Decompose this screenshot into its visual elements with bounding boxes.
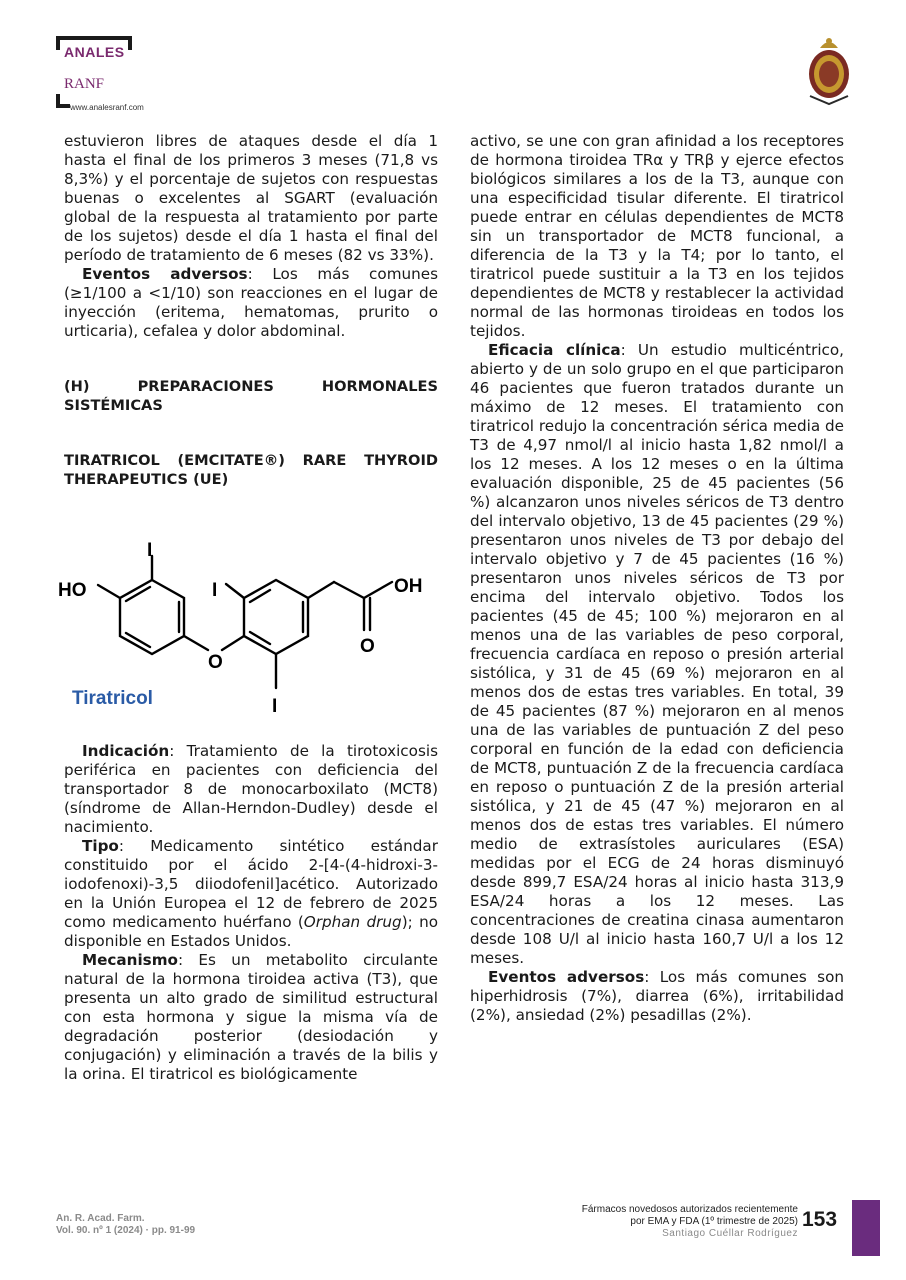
paragraph-mechanism-continued: activo, se une con gran afinidad a los receptores de hormona tiroidea TRα y TRβ y ejerce efectos biológicos similares a los de la T3, aunque con una especificidad tisular diferente. El tiratricol puede entrar en células dependientes de MCT8 sin un transportador de MCT8 funcional, a diferencia de la T3 y la T4; por lo tanto, el tiratricol puede sustituir a la T3 en los tejidos dependientes de MCT8 y restablecer la actividad normal de las hormonas tiroideas en todos los tejidos. <box>470 132 844 340</box>
paragraph-type <box>64 837 438 951</box>
left-column-lower <box>64 742 438 1084</box>
clinical-efficacy-text: : Un estudio multicéntrico, abierto y de un solo grupo en el que participaron 46 pacientes que fueron tratados durante un máximo de 12 meses. El tratamiento con tiratricol redujo la concentración sérica media de T3 de 4,97 nmol/l al inicio hasta 1,82 nmol/l a los 12 meses. A los 12 meses o en la última evaluación disponible, 25 de 45 pacientes (56 %) alcanzaron unos niveles séricos de T3 dentro del intervalo objetivo, 13 de 45 pacientes (29 %) presentaron unos niveles de T3 por debajo del intervalo objetivo y 7 de 45 pacientes (16 %) presentaron unos niveles séricos de T3 por encima del intervalo objetivo. Todos los pacientes (45 de 45; 100 %) mejoraron en al menos una de las variables de peso corporal, frecuencia cardíaca en reposo o presión arterial sistólica, y 31 de 45 (69 %) mejoraron en al menos dos de estas tres variables. En total, 39 de 45 pacientes (87 %) mejoraron en al menos una de las variables de puntuación Z del peso corporal en función de la edad con deficiencia de MCT8, puntuación Z de la frecuencia cardíaca en reposo o puntuación Z de la presión arterial sistólica, y 21 de 45 (47 %) mejoraron en al menos dos de estas tres variables. El número medio de extrasístoles auriculares (ESA) medidas por el ECG de 24 horas disminuyó desde 899,7 ESA/24 horas al inicio hasta 313,9 ESA/24 horas a los 12 meses. Las concentraciones de creatina cinasa aumentaron desde 108 U/l al inicio hasta 160,7 U/l a los 12 meses. <box>470 341 845 967</box>
structure-caption: Tiratricol <box>72 688 153 709</box>
type-label: Tipo <box>82 837 119 855</box>
paragraph-mechanism <box>64 951 438 1084</box>
adverse-events-label-right: Eventos adversos <box>488 968 645 986</box>
left-column <box>64 132 438 489</box>
clinical-efficacy-label: Eficacia clínica <box>488 341 621 359</box>
adverse-events-text-right: : Los más comunes son hiperhidrosis (7%), diarrea (6%), irritabilidad (2%), ansiedad (2%) pesadillas (2%). <box>470 968 844 1024</box>
article-author: Santiago Cuéllar Rodríguez <box>662 1228 798 1239</box>
type-italic: Orphan drug <box>303 913 402 931</box>
indication-label: Indicación <box>82 742 170 760</box>
type-text-b: ); no disponible en Estados Unidos. <box>64 913 438 950</box>
logo-url: www.analesranf.com <box>70 103 144 112</box>
paragraph-adverse-events <box>470 968 844 1025</box>
journal-citation <box>56 1213 195 1237</box>
article-title-line1: Fármacos novedosos autorizados recientemente <box>581 1204 798 1215</box>
structure-label-o-carbonyl: O <box>360 636 375 657</box>
academy-seal-icon <box>806 34 852 106</box>
structure-label-ho: HO <box>58 580 87 601</box>
right-column <box>470 132 844 1025</box>
logo-title: ANALES <box>64 44 125 60</box>
paragraph-continuation: estuvieron libres de ataques desde el día 1 hasta el final de los primeros 3 meses (71,8 vs 8,3%) y el porcentaje de sujetos con respuestas buenas o excelentes al SGART (evaluación global de la respuesta al tratamiento por parte de los sujetos) desde el día 1 hasta el final del período de tratamiento de 6 meses (82 vs 33%). <box>64 132 438 264</box>
article-running-title <box>500 1204 798 1240</box>
adverse-events-text: : Los más comunes (≥1/100 a <1/10) son reacciones en el lugar de inyección (eritema, hematomas, prurito o urticaria), cefalea y dolor abdominal. <box>64 265 438 340</box>
adverse-events-label: Eventos adversos <box>82 265 248 283</box>
paragraph-clinical-efficacy <box>470 341 844 968</box>
structure-label-i-mid: I <box>212 580 218 601</box>
structure-label-i-top: I <box>147 540 153 561</box>
journal-citation-line2: Vol. 90. nº 1 (2024) · pp. 91-99 <box>56 1225 196 1236</box>
journal-citation-line1: An. R. Acad. Farm. <box>56 1213 145 1224</box>
indication-text: : Tratamiento de la tirotoxicosis periférica en pacientes con deficiencia del transportador 8 de monocarboxilato (MCT8) (síndrome de Allan-Herndon-Dudley) desde el nacimiento. <box>64 742 438 836</box>
structure-label-o-ether: O <box>208 652 223 673</box>
page-number: 153 <box>802 1208 838 1231</box>
structure-label-i-bottom: I <box>272 696 278 717</box>
tiratricol-structure-diagram <box>58 540 442 740</box>
section-heading: (H) PREPARACIONES HORMONALES SISTÉMICAS <box>64 378 438 414</box>
type-text-a: : Medicamento sintético estándar constituido por el ácido 2-[4-(4-hidroxi-3-iodofenoxi)-3,5 diiodofenil]acético. Autorizado en la Unión Europea el 12 de febrero de 2025 como medicamento huérfano ( <box>64 837 438 931</box>
chemical-structure <box>58 540 442 740</box>
structure-label-oh: OH <box>394 576 423 597</box>
footer-accent-bar <box>852 1200 880 1256</box>
logo-subtitle: RANF <box>64 76 105 92</box>
paragraph-indication <box>64 742 438 837</box>
article-title-line2: por EMA y FDA (1º trimestre de 2025) <box>630 1216 798 1227</box>
journal-logo <box>56 36 206 118</box>
paragraph-adverse-events-prev <box>64 265 438 341</box>
mechanism-label: Mecanismo <box>82 951 178 969</box>
mechanism-text: : Es un metabolito circulante natural de la hormona tiroidea activa (T3), que presenta un alto grado de similitud estructural con esta hormona y sigue la misma vía de degradación posterior (desiodación y conjugación) y eliminación a través de la bilis y la orina. El tiratricol es biológicamente <box>64 951 438 1083</box>
drug-heading: TIRATRICOL (EMCITATE®) RARE THYROID THERAPEUTICS (UE) <box>64 452 438 488</box>
logo-bracket-bottom <box>56 94 70 108</box>
